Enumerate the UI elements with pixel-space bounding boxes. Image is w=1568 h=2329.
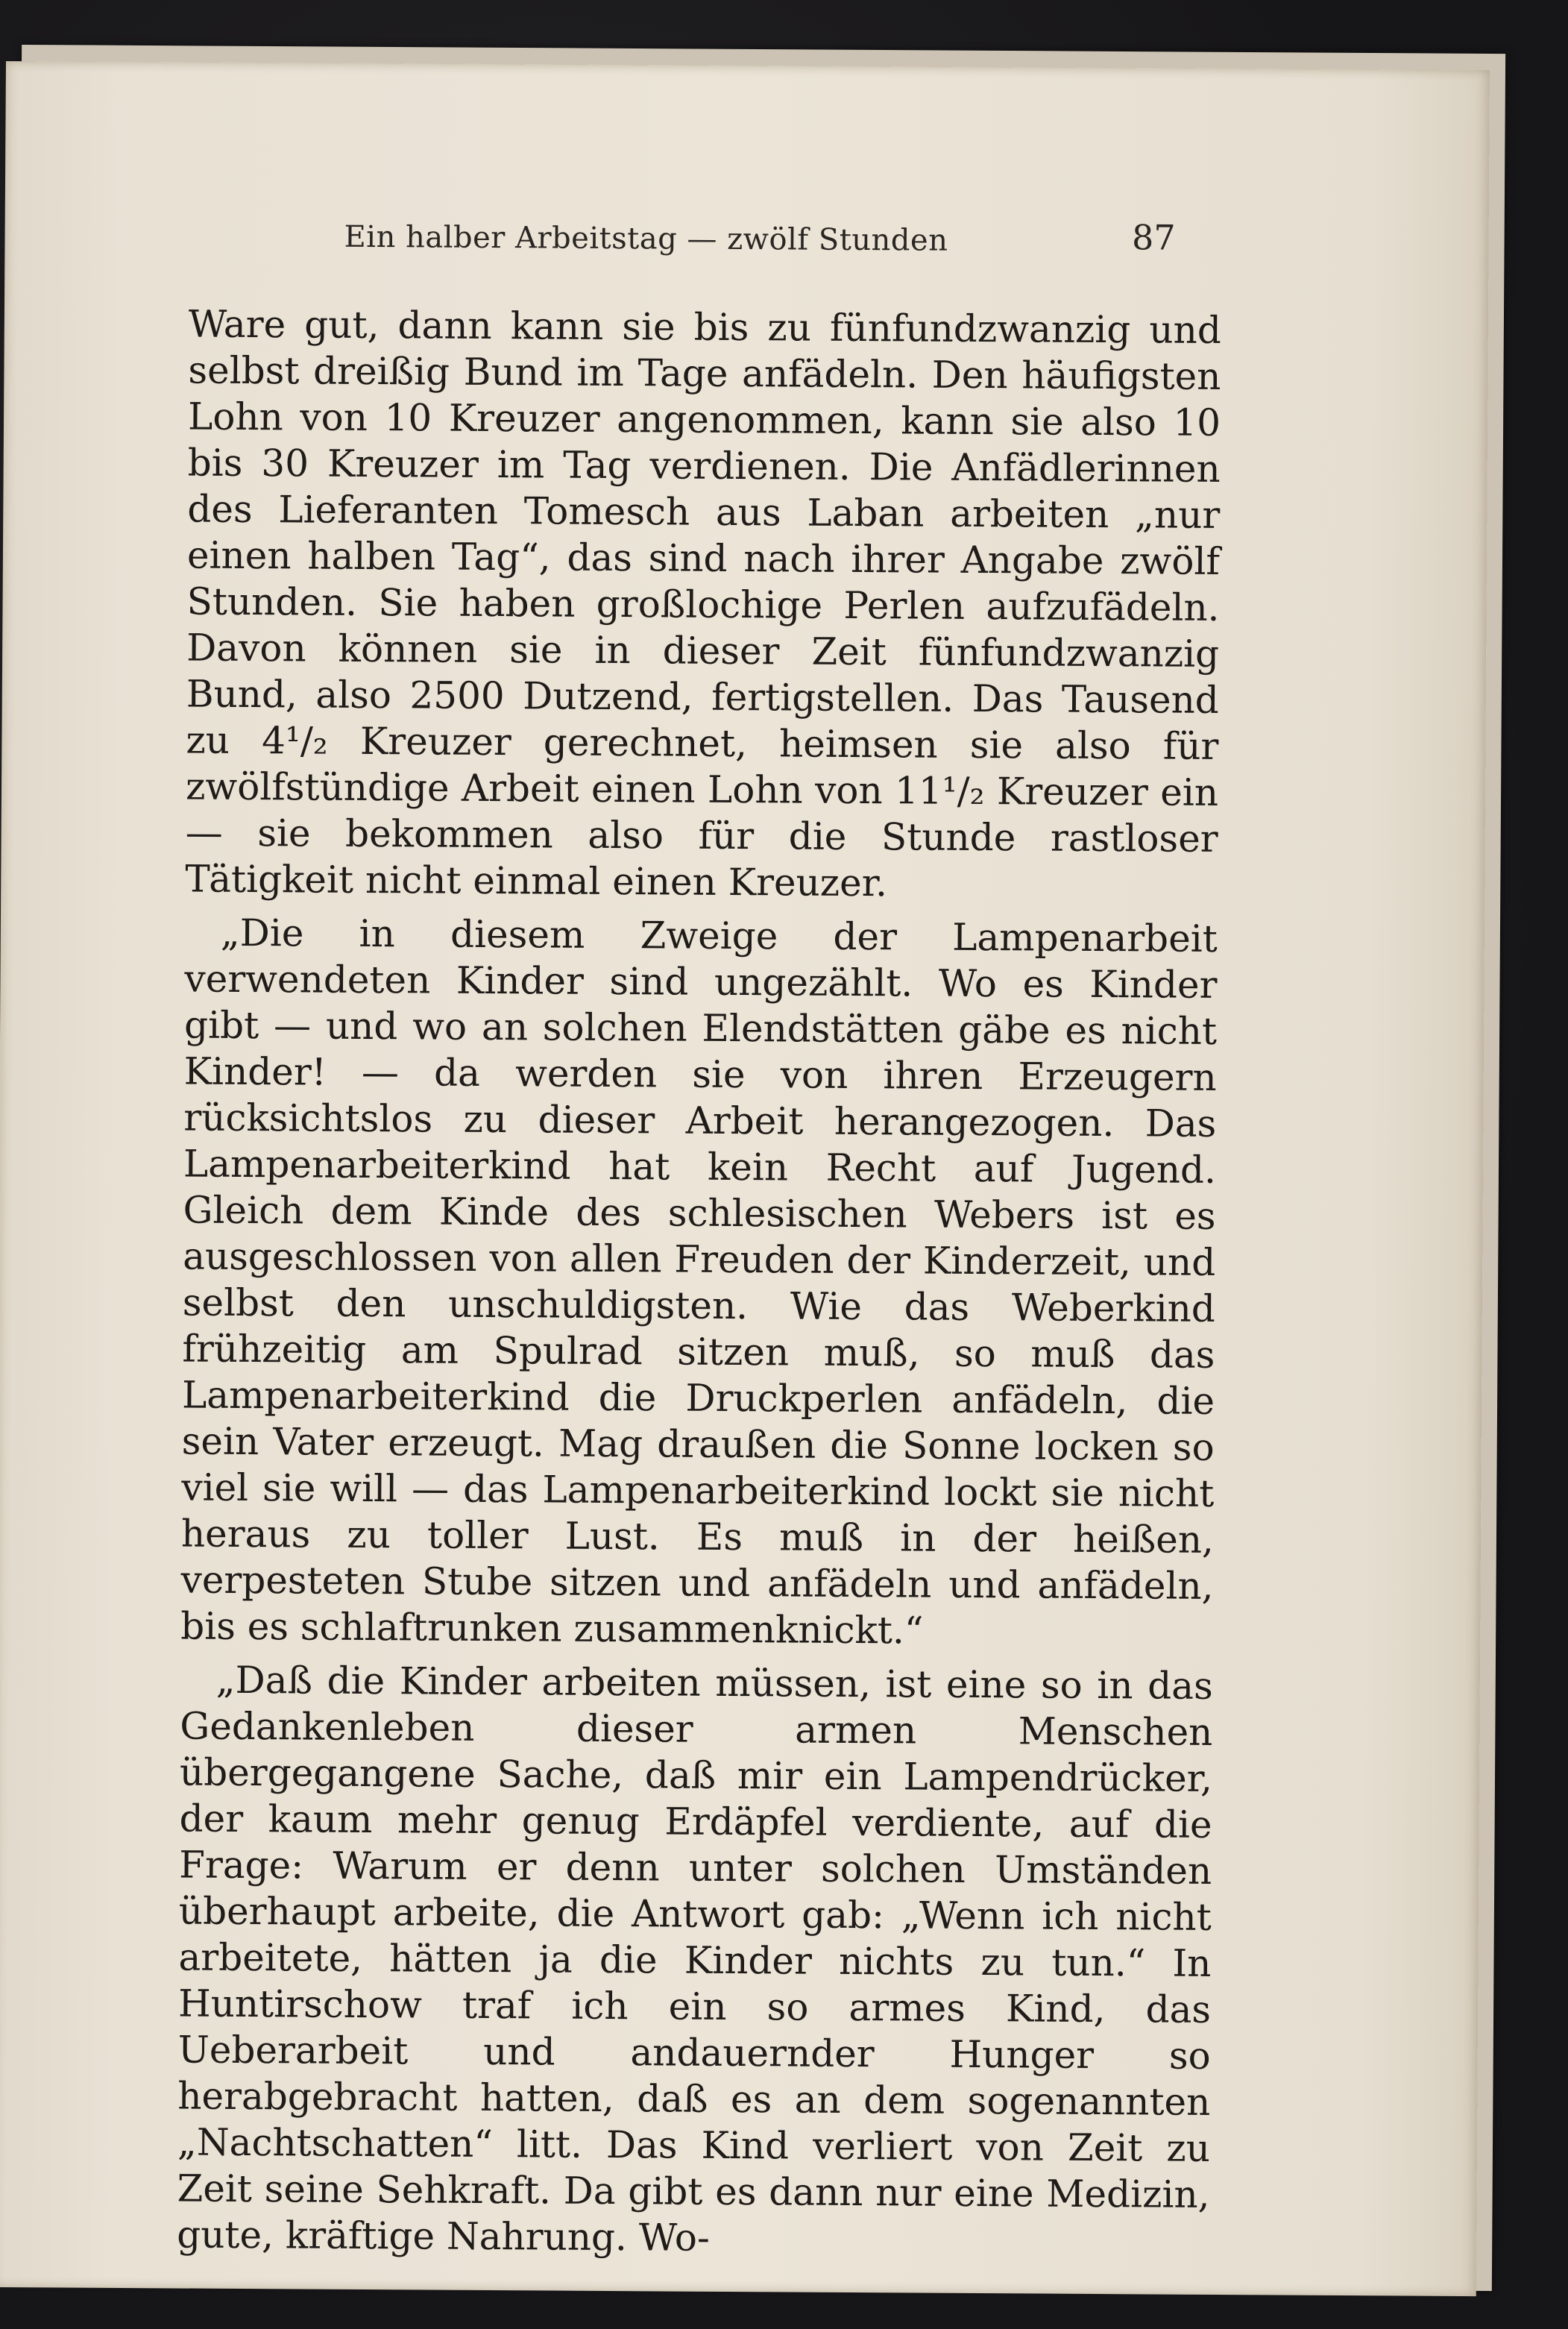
page-number: 87 [1131,217,1176,258]
running-title: Ein halber Arbeitstag — zwölf Stunden [344,219,948,258]
book-page [0,61,1490,2296]
paragraph-1: Ware gut, dann kann sie bis zu fünfundzwanzig und selbst dreißig Bund im Tage anfädeln. Den häufigsten Lohn von 10 Kreuzer angenommen, kann sie also 10 bis 30 Kreuzer im Tag verdienen. Die Anfädlerinnen des Lieferanten Tomesch aus Laban arbeiten „nur einen halben Tag“, das sind nach ihrer Angabe zwölf Stunden. Sie haben großlochige Perlen aufzufädeln. Davon können sie in dieser Zeit fünfundzwanzig Bund, also 2500 Dutzend, fertigstellen. Das Tausend zu 4¹/₂ Kreuzer gerechnet, heimsen sie also für zwölfstündige Arbeit einen Lohn von 11¹/₂ Kreuzer ein — sie bekommen also für die Stunde rastloser Tätigkeit nicht einmal einen Kreuzer. [185,302,1222,905]
paragraph-2: „Die in diesem Zweige der Lampenarbeit verwendeten Kinder sind ungezählt. Wo es Kinder gibt — und wo an solchen Elendstätten gäbe es nicht Kinder! — da werden sie von ihren Erzeugern rücksichtslos zu dieser Arbeit herangezogen. Das Lampenarbeiterkind hat kein Recht auf Jugend. Gleich dem Kinde des schlesischen Webers ist es ausgeschlossen von allen Freuden der Kinderzeit, und selbst den unschuldigsten. Wie das Weberkind frühzeitig am Spulrad sitzen muß, so muß das Lampenarbeiterkind die Druckperlen anfädeln, die sein Vater erzeugt. Mag draußen die Sonne locken so viel sie will — das Lampenarbeiterkind lockt sie nicht heraus zu toller Lust. Es muß in der heißen, verpesteten Stube sitzen und anfädeln und anfädeln, bis es schlaftrunken zusammenknickt.“ [180,911,1218,1653]
paragraph-3: „Daß die Kinder arbeiten müssen, ist eine so in das Gedankenleben dieser armen Menschen übergegangene Sache, daß mir ein Lampendrücker, der kaum mehr genug Erdäpfel verdiente, auf die Frage: Warum er denn unter solchen Umständen überhaupt arbeite, die Antwort gab: „Wenn ich nicht arbeitete, hätten ja die Kinder nichts zu tun.“ In Huntirschow traf ich ein so armes Kind, das Ueberarbeit und andauernder Hunger so herabgebracht hatten, daß es an dem sogenannten „Nachtschatten“ litt. Das Kind verliert von Zeit zu Zeit seine Sehkraft. Da gibt es dann nur eine Medizin, gute, kräftige Nahrung. Wo- [177,1658,1213,2260]
body-text [177,301,1221,2272]
running-head [344,213,1191,285]
